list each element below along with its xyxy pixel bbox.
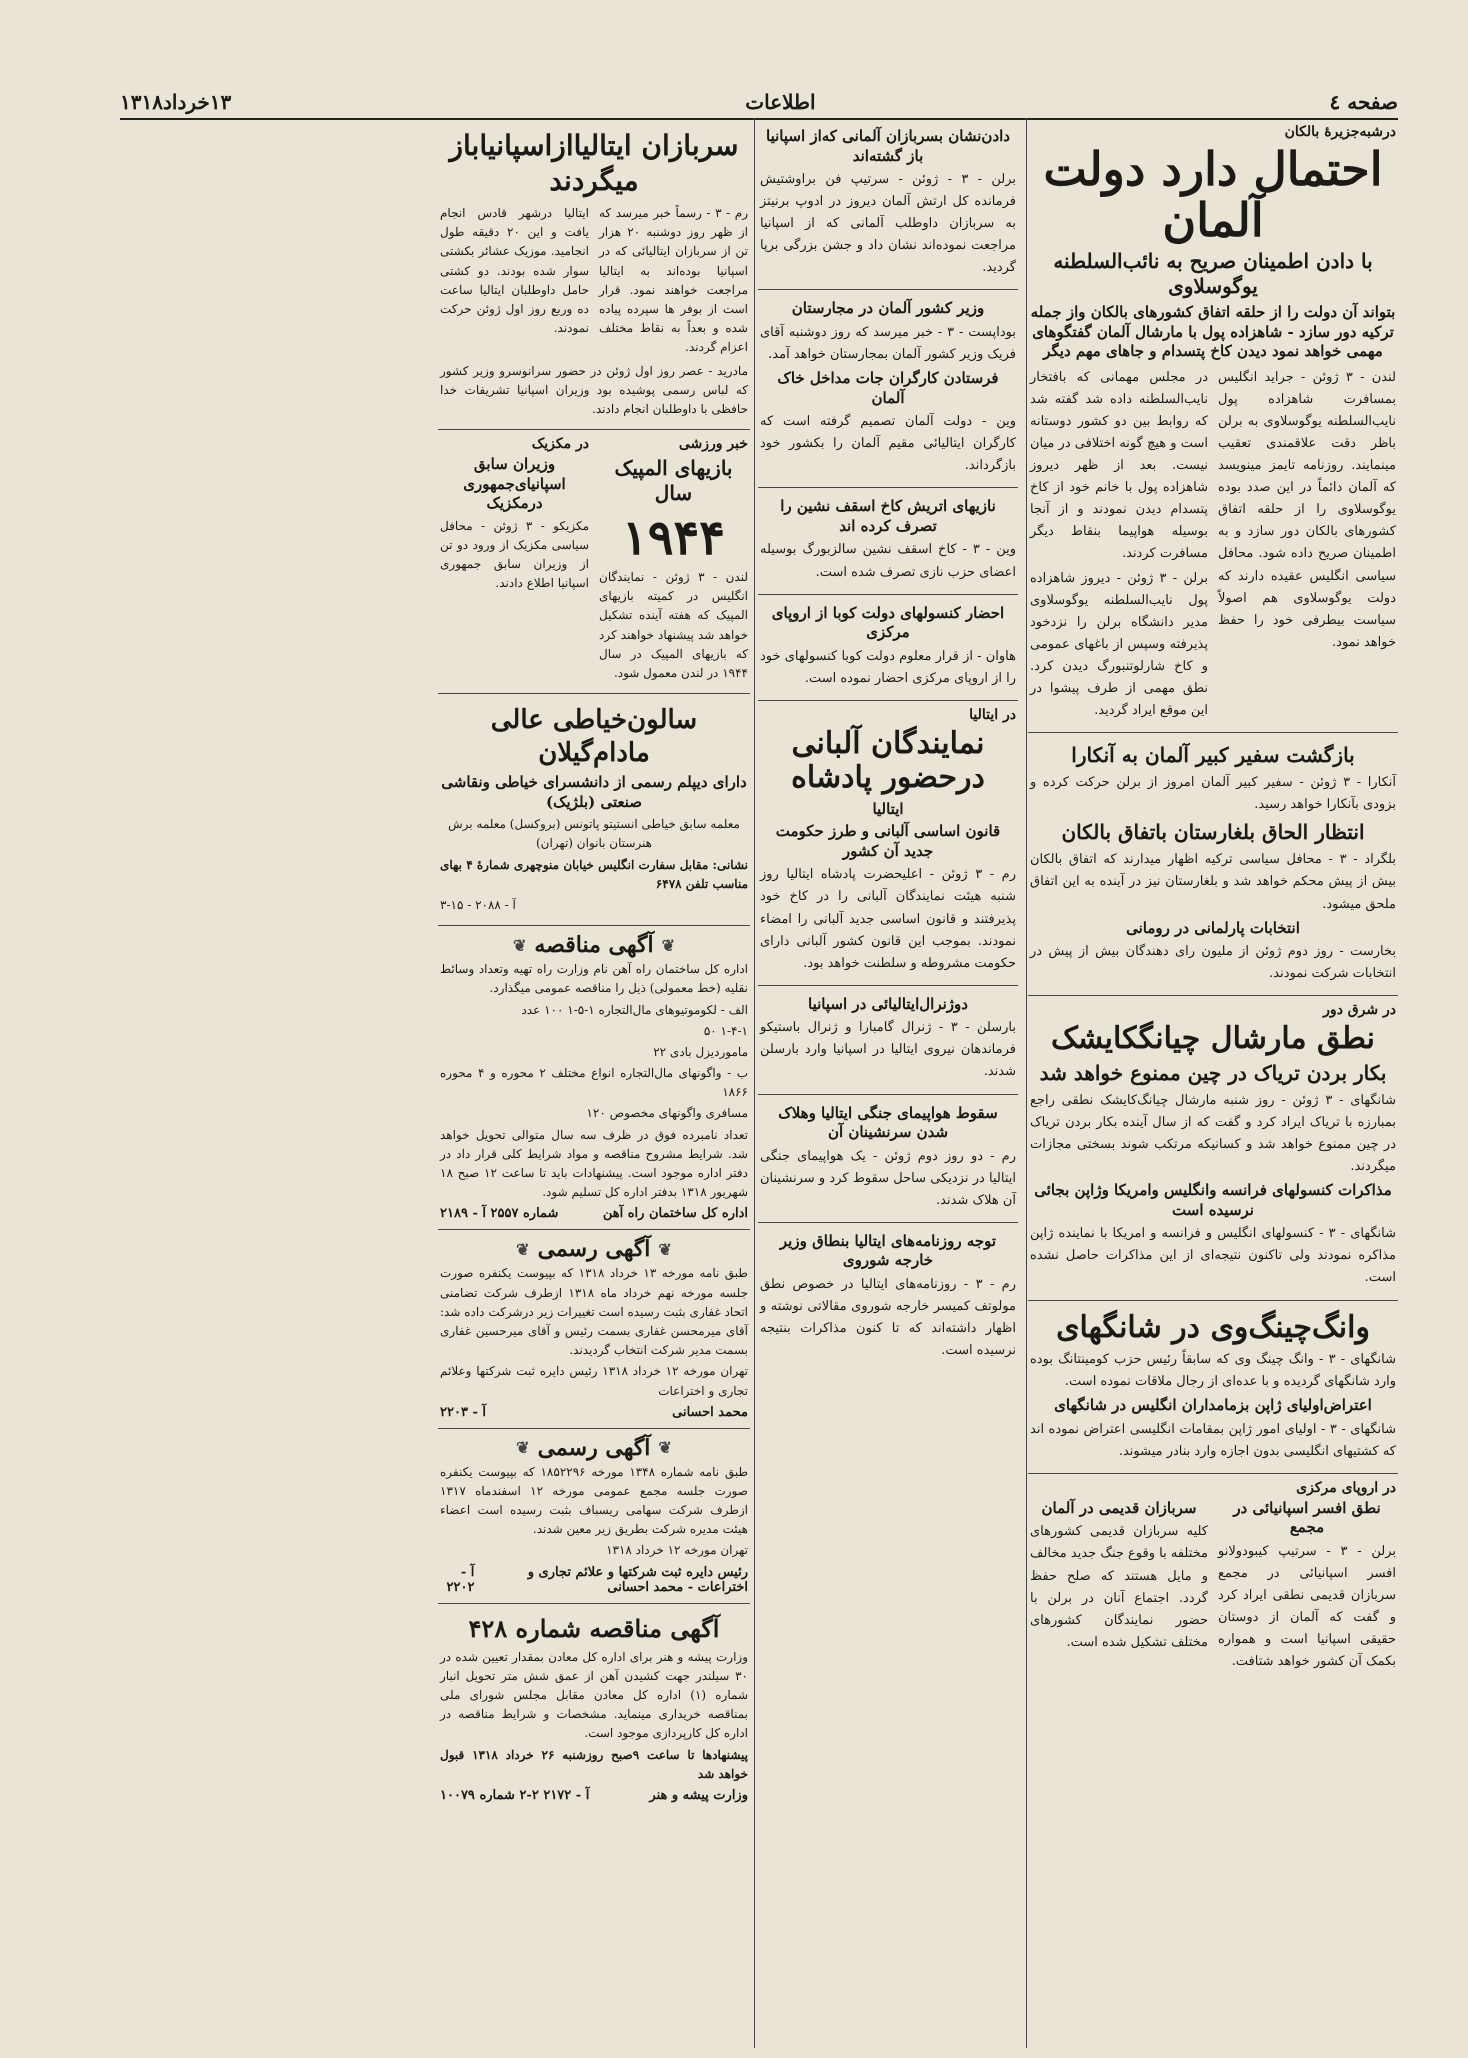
article-headline: دادن‌نشان بسربازان آلمانی که‌از اسپانیا باز گشته‌اند (766, 127, 1010, 165)
olympics-year: ۱۹۴۴ (621, 510, 726, 567)
ad-text: وزارت پیشه و هنر برای اداره کل معادن بمقدار تعیین شده در ۳۰ سیلندر جهت کشیدن آهن از عمق شش متر تحویل انبار شماره (۱) اداره کل معادن مقابل مجلس شورای ملی بمناقصه خریداری مینماید. مشخصات و شرایط مناقصه در اداره کل کارپردازی موجود است. (440, 1649, 748, 1741)
lead-article (1028, 118, 1398, 733)
ad-address: نشانی: مقابل سفارت انگلیس خیابان منوچهری شمارهٔ ۴ بهای مناسب تلفن ۶۴۷۸ (440, 857, 748, 891)
article-headline: بازیهای المپیک سال (614, 456, 733, 506)
article-headline: احضار کنسولهای دولت کوبا از اروپای مرکزی (771, 603, 1005, 642)
column-rule (754, 118, 755, 2048)
issue-date: ۱۳خرداد۱۳۱۸ (120, 90, 232, 114)
article-headline: سربازان قدیمی در آلمان (1041, 1498, 1197, 1517)
ad-title-ornament (440, 932, 748, 958)
tailor-ad (438, 694, 750, 926)
article-body: شانگهای - ۳ ژوئن - روز شنبه مارشال چیانگ‌کایشک نطقی راجع بمبارزه با تریاک ایراد کرد و گفت که از سال آینده بکار بردن تریاک در چین ممنوع خواهد شد و کسانیکه مرتکب شوند بسختی مجازات میگردند. (1030, 1092, 1397, 1175)
section-label: در مکزیک (531, 436, 589, 453)
article-body: در مجلس مهمانی که بافتخار نایب‌السلطنه داده شد گفته شد که روابط بین دو کشور دوستانه است و هیچ گونه اختلافی در میان نیست. بعد از ظهر دیروز شاهزاده پول با خانم خود از کاخ پتسدام دیدن نمودند و از آنجا بوسیله هواپیما بنقاط دیگر مسافرت کردند. (1030, 369, 1208, 562)
ad-date: تهران مورخه ۱۲ خرداد ۱۳۱۸ رئیس دایره ثبت شرکتها وعلائم تجاری و اختراعات (440, 1364, 749, 1398)
article-headline: فرستادن کارگران جات مداخل خاک آلمان (777, 369, 999, 407)
article-headline: نطق افسر اسپانیائی در مجمع (1233, 1498, 1381, 1537)
article-body: مکزیکو - ۳ ژوئن - محافل سیاسی مکزیک از ورود دو تن از وزیران سابق جمهوری اسپانیا اطلاع دادند. (440, 518, 590, 591)
official-notice (438, 1429, 750, 1604)
column-rule (1026, 118, 1027, 2048)
section-label: خبر ورزشی (678, 436, 748, 453)
column-middle (758, 118, 1018, 2058)
article-headline: سقوط هواپیمای جنگی ایتالیا وهلاک شدن سرنشینان آن (778, 1103, 998, 1142)
ad-signature: وزارت پیشه و هنر (649, 1787, 748, 1803)
masthead: اطلاعات (745, 90, 816, 114)
article-headline: وزیران سابق اسپانیای‌جمهوری درمکزیک (463, 455, 566, 513)
article-body: آنکارا - ۳ ژوئن - سفیر کبیر آلمان امروز از برلن حرکت کرده و بزودی بآنکارا خواهد رسید. (1030, 775, 1397, 813)
article-body: بارسلن - ۳ - ژنرال گامبارا و ژنرال باستیکو فرماندهان نیروی ایتالیا در اسپانیا وارد بارسلن شدند. (760, 1020, 1016, 1080)
article-subheadline: قانون اساسی آلبانی و طرز حکومت جدید آن کشور (775, 822, 1001, 860)
article-body: شانگهای - ۳ - اولیای امور ژاپن بمقامات انگلیسی اعتراض نموده اند که کشتیهای انگلیسی بدون اجازه وارد بنادر میشوند. (1030, 1421, 1397, 1459)
article-headline: اعتراض‌اولیای ژاپن بزمامداران انگلیس در شانگهای (1054, 1396, 1372, 1415)
article-headline: توجه روزنامه‌های ایتالیا بنطاق وزیر خارجه شوروی (779, 1231, 997, 1270)
ad-text: تعداد نامبرده فوق در ظرف سه سال متوالی تحویل خواهد شد. شرایط مشروح مناقصه و مواد شرایط کلی قرار داد در دفتر اداره موجود است. پیشنهادات باید تا ساعت ۱۲ صبح ۱۸ شهریور ۱۳۱۸ بدفتر اداره کل تسلیم شود. (440, 1127, 749, 1200)
article-headline: مذاکرات کنسولهای فرانسه وانگلیس وامریکا وژاپن بجائی نرسیده است (1034, 1181, 1392, 1219)
article-body: رم - ۳ - رسماً خبر میرسد که از ظهر روز دوشنبه ۲۰ هزار تن از سربازان ایتالیائی که در اسپانیا بوده‌اند به ایتالیا مراجعت خواهند نمود. قرار است از بوفر ها سپرده پیاده شده و بعداً به نقاط مختلف اعزام گردند. (599, 206, 748, 355)
tender-ad (438, 1604, 750, 1811)
article (758, 701, 1018, 986)
article-headline: احتمال دارد دولت آلمان (1043, 142, 1383, 247)
article-headline: بازگشت سفیر کبیر آلمان به آنکارا (1071, 743, 1355, 768)
article (1028, 1474, 1398, 1684)
article-body: وین - ۳ - کاخ اسقف نشین سالزبورگ بوسیله اعضای حزب نازی تصرف شده است. (760, 542, 1016, 580)
article-body: مادرید - عصر روز اول ژوئن در حضور سرانوسرو وزیر کشور که لباس رسمی پوشیده بود وزیران اسپانیا تشریفات خدا حافظی با داوطلبان انجام دادند. (440, 363, 748, 416)
article-pair (438, 430, 750, 694)
ad-code: آ - ۲۱۷۲ ۲-۲ شماره ۱۰۰۷۹ (440, 1787, 590, 1803)
ad-code: آ - ۲۲۰۳ (440, 1404, 486, 1420)
article-headline: نمایندگان آلبانی درحضور پادشاه (791, 725, 985, 796)
article-body: کلیه سربازان قدیمی کشورهای مختلفه با وقوع جنگ جدید مخالف و مایل هستند که صلح حفظ گردد. اجتماع آنان در برلن با حضور نمایندگان کشورهای مختلف تشکیل شده است. (1030, 1524, 1208, 1650)
ad-title: سالون‌خیاطی عالی مادام‌گیلان (490, 705, 698, 768)
article-body: شانگهای - ۳ - وانگ چینگ وی که سابقاً رئیس حزب کومینتانگ بوده وارد شانگهای گردیده و با عده‌ای از رجال ملاقات نموده است. (1030, 1352, 1397, 1390)
column-left (438, 118, 750, 2058)
ad-title-ornament (440, 1435, 748, 1461)
article (1028, 1301, 1398, 1474)
article-body: بخارست - روز دوم ژوئن از ملیون رای دهندگان بیش از پیش در انتخابات شرکت نمودند. (1030, 944, 1396, 982)
article-body: رم - ۳ - روزنامه‌های ایتالیا در خصوص نطق مولوتف کمیسر خارجه شوروی مقالاتی نوشته و اظهار داشته‌اند که تا کنون مذاکرات بنتیجه نرسیده است. (760, 1276, 1016, 1359)
section-label: در ایتالیا (969, 706, 1016, 723)
article-headline: دوژنرال‌ایتالیائی در اسپانیا (808, 994, 968, 1013)
ad-title: آگهی مناقصه شماره ۴۲۸ (468, 1613, 720, 1643)
page-number: صفحه ٤ (1329, 90, 1398, 114)
ad-code: شماره ۲۵۵۷ آ - ۲۱۸۹ (440, 1206, 559, 1222)
article-body: هاوان - از قرار معلوم دولت کوبا کنسولهای خود را از اروپای مرکزی احضار نموده است. (760, 648, 1016, 686)
ad-code: آ - ۲۲۰۲ (446, 1564, 475, 1595)
ad-signature: اداره کل ساختمان راه آهن (602, 1206, 748, 1222)
ad-title: آگهی مناقصه (534, 932, 654, 959)
ad-deadline: پیشنهادها تا ساعت ۹صبح روزشنبه ۲۶ خرداد ۱۳۱۸ قبول خواهد شد (440, 1747, 749, 1781)
ad-item: ماموردیزل بادی ۲۲ (653, 1044, 748, 1059)
article-headline: انتظار الحاق بلغارستان باتفاق بالکان (1061, 820, 1365, 845)
article-body: رم - ۳ ژوئن - اعلیحضرت پادشاه ایتالیا روز شنبه هیئت نمایندگان آلبانی را در کاخ خود پذیرفتند و قانون اساسی جدید آلبانی را امضاء نمودند. بموجب این قانون کشور آلبانی دارای حکومت مشروطه و سلطنت خواهد بود. (760, 867, 1016, 971)
article (758, 488, 1018, 594)
article-headline: وانگ‌چینگ‌وی در شانگهای (1056, 1309, 1370, 1345)
page-header (120, 84, 1398, 120)
article (758, 1095, 1018, 1223)
article-body: لندن - ۳ ژوئن - جراید انگلیس بمسافرت شاهزاده پول نایب‌السلطنه یوگوسلاوی به برلن باظر دقت علاقمندی تعقیب مینمایند. روزنامه تایمز مینویسد که آلمان دائماً در این صدد بوده یوگوسلاوی را از حلقه اتفاق کشورهای بالکان دور سازد و به اطمینان صریح داده شود. محافل سیاسی انگلیس عقیده دارند که دولت یوگوسلاوی هم اصولاً سیاست بیطرفی خود را حفظ خواهد نمود. (1218, 369, 1396, 650)
article-headline: نازیهای اتریش کاخ اسقف نشین را تصرف کرده اند (780, 497, 996, 535)
column-right (1028, 118, 1398, 2058)
article (438, 118, 750, 430)
ad-signature: رئیس دایره ثبت شرکتها و علائم تجاری و اختراعات - محمد احسانی (527, 1564, 748, 1595)
ornament-icon: ❦ (661, 935, 676, 955)
article-body: برلن - ۳ ژوئن - دیروز شاهزاده پول نایب‌السلطنه یوگوسلاوی مدیر دانشگاه برلن را نزدخود پذیرفته وسپس از باغهای عمومی و کاخ شارلوتنبورگ دیدن کرد. نطق مهمی از طرف پیشوا در این موقع ایراد گردید. (1030, 570, 1208, 719)
ad-date: تهران مورخه ۱۲ خرداد ۱۳۱۸ (606, 1543, 748, 1558)
ad-item: مسافری واگونهای مخصوص ۱۲۰ (586, 1106, 748, 1121)
ad-text: طبق نامه شماره ۱۳۴۸ مورخه ۱۸۵۲۲۹۶ که بپیوست یکنفره صورت جلسه مجمع عمومی مورخه ۱۲ اسفندماه ۱۳۱۷ ازطرف شرکت سهامی ریسباف بثبت رسیده است اعضاء هیئت مدیره شرکت بطریق زیر معین شدند. (440, 1464, 748, 1537)
article-body: برلن - ۳ - ژوئن - سرتیپ فن براوشتیش فرمانده کل ارتش آلمان دیروز در ادوپ برنیتز به سربازان داوطلب آلمانی که از اسپانیا مراجعت نموده‌اند نشان داد و جشن بزرگی برپا گردید. (760, 172, 1016, 276)
section-label: در اروپای مرکزی (1296, 1479, 1396, 1496)
article-headline: نطق مارشال چیانگکایشک (1051, 1021, 1375, 1057)
official-notice (438, 1230, 750, 1428)
article-body: بلگراد - ۳ - محافل سیاسی ترکیه اظهار میدارند که اتفاق بالکان بیش از پیش محکم خواهد شد و بلغارستان نیز در آینده به این اتفاق ملحق میشود. (1030, 852, 1396, 912)
ad-text: اداره کل ساختمان راه آهن نام وزارت راه تهیه وتعداد وسائط نقلیه (خط معمولی) ذیل را مناقصه عمومی میگذارد. (440, 962, 748, 996)
article-body: لندن - ۳ ژوئن - نمایندگان انگلیس در کمیته بازیهای المپیک که هفته آینده تشکیل خواهد شد پیشنهاد خواهند کرد که بازیهای المپیک در سال ۱۹۴۴ در لندن معمول شود. (599, 570, 749, 680)
ad-signature: محمد احسانی (672, 1404, 748, 1420)
article (758, 290, 1018, 488)
ad-item: الف - لکوموتیوهای مال‌التجاره ۱-۵-۱ ۱۰۰ عدد (521, 1002, 748, 1017)
article (758, 595, 1018, 701)
article-body: ایتالیا درشهر قادس انجام یافت و این ۲۰ دقیقه طول انجامید. موزیک عشائر بکشتی سوار شده بودند. دو کشتی حامل داوطلبان ایتالیا ساعت ده وربع روز اول ژوئن حرکت نمودند. (440, 206, 589, 336)
article-body: بوداپست - ۳ - خبر میرسد که روز دوشنبه آقای فریک وزیر کشور آلمان بمجارستان خواهد آمد. (760, 324, 1016, 363)
ad-item: ب - واگونهای مال‌التجاره انواع مختلف ۲ محوره و ۴ محوره ۱۸۶۶ (440, 1066, 748, 1100)
ornament-icon: ❦ (658, 1239, 672, 1259)
ad-subtitle: دارای دیپلم رسمی از دانشسرای خیاطی ونقاشی صنعتی (بلژیک) (441, 773, 747, 811)
article-body: برلن - ۳ - سرتیپ کیبودولانو افسر اسپانیائی در مجمع سربازان قدیمی نطقی ایراد کرد و گفت که آلمان از دوستان حقیقی اسپانیا است و همواره بکمک آن کشور خواهد شتافت. (1218, 1543, 1396, 1670)
article (758, 1223, 1018, 1372)
ad-item: ۱-۴-۱ ۵۰ (703, 1023, 748, 1038)
article-headline: وزیر کشور آلمان در مجارستان (791, 299, 985, 318)
article-headline: انتخابات پارلمانی در رومانی (1126, 918, 1300, 937)
article-body: وین - دولت آلمان تصمیم گرفته است که کارگران ایتالیائی مقیم آلمان را بکشور خود بازگرداند. (760, 414, 1016, 474)
article-deck: با دادن اطمینان صریح به نائب‌السلطنه یوگوسلاوی (1053, 249, 1373, 299)
article-deck: ایتالیا (872, 799, 904, 818)
section-label: در شرق دور (1323, 1002, 1396, 1019)
far-east-article (1028, 996, 1398, 1300)
article-body: شانگهای - ۳ - کنسولهای انگلیس و فرانسه و امریکا با نماینده ژاپن مذاکره نمودند ولی تاکنون نتیجه‌ای از این مذاکرات حاصل نشده است. (1030, 1226, 1396, 1286)
article (758, 118, 1018, 290)
tender-ad (438, 926, 750, 1230)
ornament-icon: ❦ (512, 935, 527, 955)
section-label: درشبه‌جزیرهٔ بالکان (1284, 124, 1396, 140)
article-subheadline: بتواند آن دولت را از حلقه اتفاق کشورهای بالکان واز جمله ترکیه دور سازد - شاهزاده پول با مارشال آلمان گفتگوهای مهمی خواهد نمود دیدن کاخ پتسدام و جاهای مهم دیگر (1030, 303, 1396, 361)
ad-code: آ - ۲۰۸۸ - ۱۵-۳ (440, 897, 516, 912)
article-deck: بکار بردن تریاک در چین ممنوع خواهد شد (1039, 1060, 1387, 1085)
ornament-icon: ❦ (658, 1438, 672, 1458)
ad-text: معلمه سابق خیاطی انستیتو پاتونس (بروکسل) معلمه برش هنرستان بانوان (تهران) (448, 817, 740, 851)
ad-text: طبق نامه مورخه ۱۳ خرداد ۱۳۱۸ که بپیوست یکنفره صورت جلسه مورخه نهم خرداد ماه ۱۳۱۸ ازطرف شرکت تضامنی اتحاد غفاری بثبت رسیده است تغییرات زیر درشرکت داده شد: آقای میرمحسن غفاری بسمت رئیس و آقای میرحسین غفاری بسمت مدیر شرکت انتخاب گردیدند. (440, 1266, 748, 1358)
ornament-icon: ❦ (516, 1239, 530, 1259)
article-headline: سربازان ایتالیا‌ازاسپانیاباز میگردند (449, 129, 739, 197)
article (1028, 733, 1398, 996)
ad-title-ornament (440, 1236, 748, 1262)
ad-title: آگهی رسمی (537, 1434, 651, 1461)
ad-title: آگهی رسمی (537, 1236, 651, 1263)
article-body: رم - دو روز دوم ژوئن - یک هواپیمای جنگی ایتالیا در نزدیکی ساحل سقوط کرد و سرنشینان آن هلاک شدند. (760, 1148, 1016, 1208)
article (758, 986, 1018, 1095)
ornament-icon: ❦ (516, 1438, 530, 1458)
